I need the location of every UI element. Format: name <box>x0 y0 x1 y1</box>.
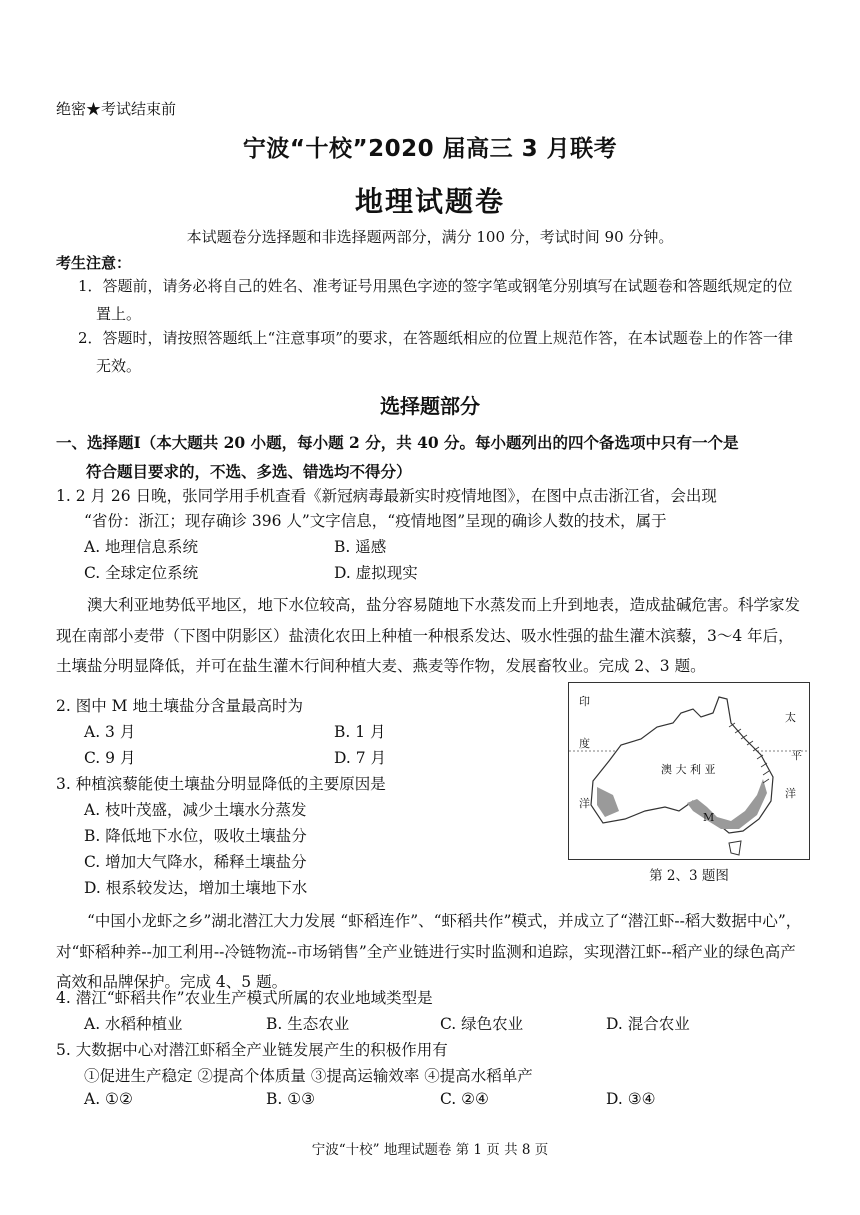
q3-option-a: A. 枝叶茂盛，减少土壤水分蒸发 <box>84 801 307 819</box>
q2-stem: 2. 图中 M 地土壤盐分含量最高时为 <box>56 697 303 715</box>
exam-title: 宁波“十校”2020 届高三 3 月联考 <box>242 136 618 162</box>
notice-item-2: 2．答题时，请按照答题纸上“注意事项”的要求，在答题纸相应的位置上规范作答，在本试题卷上的作答一律无效。 <box>78 329 793 375</box>
q3-option-c: C. 增加大气降水，稀释土壤盐分 <box>84 853 307 871</box>
q5-option-b: B. ①③ <box>266 1090 316 1108</box>
q1-option-c: C. 全球定位系统 <box>84 564 199 582</box>
part-heading <box>56 428 816 486</box>
q5-items: ①促进生产稳定 ②提高个体质量 ③提高运输效率 ④提高水稻单产 <box>84 1067 533 1085</box>
q4-stem: 4. 潜江“虾稻共作”农业生产模式所属的农业地域类型是 <box>56 989 433 1007</box>
q2-option-b: B. 1 月 <box>334 723 386 741</box>
tasmania-outline <box>729 841 741 855</box>
label-tai: 太 <box>785 711 796 724</box>
q5-option-c: C. ②④ <box>440 1090 489 1108</box>
passage-crayfish: “中国小龙虾之乡”湖北潜江大力发展 “虾稻连作”、“虾稻共作”模式，并成立了“潜江虾--稻大数据中心”，对“虾稻种养--加工利用--冷链物流--市场销售”全产业链进行实时监测和追踪，实现潜江虾--稻产业的绿色高产高效和品牌保护。完成 4、5 题。 <box>56 912 802 991</box>
q4-option-a: A. 水稻种植业 <box>84 1015 183 1033</box>
page-footer: 宁波“十校” 地理试题卷 第 1 页 共 8 页 <box>311 1142 549 1158</box>
exam-subtitle: 地理试题卷 <box>354 185 505 218</box>
section-title: 选择题部分 <box>380 394 480 418</box>
q1-option-a: A. 地理信息系统 <box>84 538 199 556</box>
q1-option-d: D. 虚拟现实 <box>334 564 418 582</box>
part-heading-line1: 一、选择题Ⅰ（本大题共 20 小题，每小题 2 分，共 40 分。每小题列出的四个备选项中只有一个是 <box>56 433 739 452</box>
part-heading-line2: 符合题目要求的，不选、多选、错选均不得分） <box>86 462 412 481</box>
label-du: 度 <box>579 737 590 750</box>
notice-heading: 考生注意： <box>56 254 132 272</box>
q1-option-b: B. 遥感 <box>334 538 387 556</box>
q4-option-b: B. 生态农业 <box>266 1015 350 1033</box>
australia-map <box>568 682 810 860</box>
q4-option-d: D. 混合农业 <box>606 1015 690 1033</box>
secret-label: 绝密★考试结束前 <box>56 100 177 118</box>
q5-option-a: A. ①② <box>84 1090 133 1108</box>
q2-option-c: C. 9 月 <box>84 749 136 767</box>
label-yang-east: 洋 <box>785 787 796 800</box>
q3-option-b: B. 降低地下水位，吸收土壤盐分 <box>84 827 307 845</box>
q5-stem: 5. 大数据中心对潜江虾稻全产业链发展产生的积极作用有 <box>56 1041 448 1059</box>
label-yin: 印 <box>579 695 590 708</box>
label-m: M <box>703 811 715 824</box>
q1-line1: 1. 2 月 26 日晚，张同学用手机查看《新冠病毒最新实时疫情地图》，在图中点击浙江省，会出现 <box>56 487 717 505</box>
label-ping: 平 <box>791 749 802 762</box>
q5-option-d: D. ③④ <box>606 1090 656 1108</box>
q3-stem: 3. 种植滨藜能使土壤盐分明显降低的主要原因是 <box>56 775 386 793</box>
exam-intro: 本试题卷分选择题和非选择题两部分，满分 100 分，考试时间 90 分钟。 <box>186 228 674 246</box>
notice-item-1: 1．答题前，请务必将自己的姓名、准考证号用黑色字迹的签字笔或钢笔分别填写在试题卷和答题纸规定的位置上。 <box>78 277 793 323</box>
q2-option-a: A. 3 月 <box>84 723 136 741</box>
label-australia: 澳 大 利 亚 <box>661 763 716 776</box>
label-yang-west: 洋 <box>579 797 590 810</box>
q1-line2: “省份：浙江；现存确诊 396 人”文字信息，“疫情地图”呈现的确诊人数的技术，属于 <box>84 512 667 530</box>
q3-option-d: D. 根系较发达，增加土壤地下水 <box>84 879 308 897</box>
passage-australia: 澳大利亚地势低平地区，地下水位较高，盐分容易随地下水蒸发而上升到地表，造成盐碱危害。科学家发现在南部小麦带（下图中阴影区）盐渍化农田上种植一种根系发达、吸水性强的盐生灌木滨藜，3～4 年后，土壤盐分明显降低，并可在盐生灌木行间种植大麦、燕麦等作物，发展畜牧业。完成 2、3 题。 <box>56 596 801 675</box>
q2-option-d: D. 7 月 <box>334 749 387 767</box>
q4-option-c: C. 绿色农业 <box>440 1015 524 1033</box>
map-caption: 第 2、3 题图 <box>649 868 729 884</box>
